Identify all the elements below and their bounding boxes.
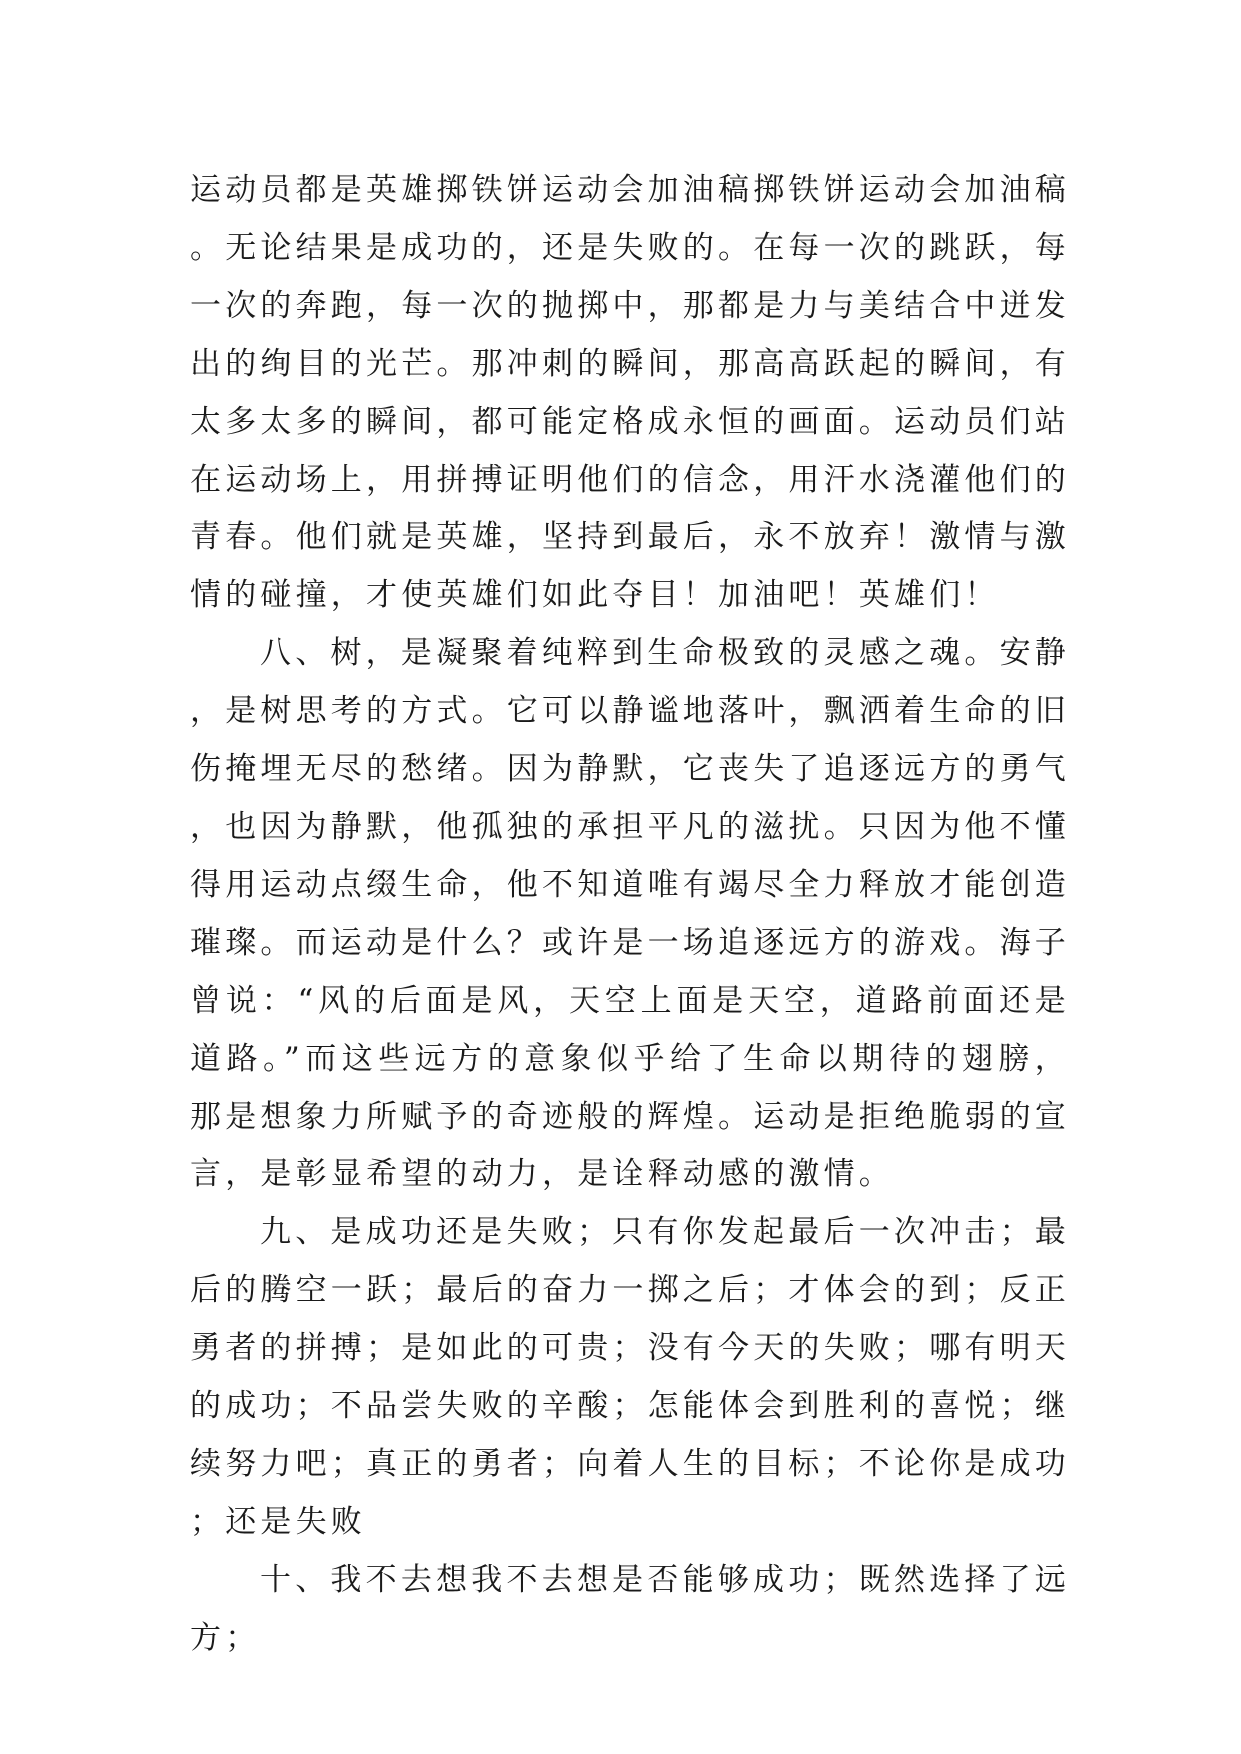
paragraph-continuation: 运动员都是英雄掷铁饼运动会加油稿掷铁饼运动会加油稿。无论结果是成功的，还是失败的。在每一次的跳跃，每一次的奔跑，每一次的抛掷中，那都是力与美结合中迸发出的绚目的光芒。那冲刺的瞬间，那高高跃起的瞬间，有太多太多的瞬间，都可能定格成永恒的画面。运动员们站在运动场上，用拼搏证明他们的信念，用汗水浇灌他们的青春。他们就是英雄，坚持到最后，永不放弃！激情与激情的碰撞，才使英雄们如此夺目！加油吧！英雄们！ [190, 172, 1070, 614]
paragraph-section-10: 十、我不去想我不去想是否能够成功；既然选择了远方； [190, 1561, 1070, 1656]
paragraph-section-9: 九、是成功还是失败；只有你发起最后一次冲击；最后的腾空一跃；最后的奋力一掷之后；才体会的到；反正勇者的拼搏；是如此的可贵；没有今天的失败；哪有明天的成功；不品尝失败的辛酸；怎能体会到胜利的喜悦；继续努力吧；真正的勇者；向着人生的目标；不论你是成功；还是失败 [190, 1214, 1070, 1540]
document-body [190, 162, 1070, 1668]
paragraph-section-8: 八、树，是凝聚着纯粹到生命极致的灵感之魂。安静，是树思考的方式。它可以静谧地落叶，飘洒着生命的旧伤掩埋无尽的愁绪。因为静默，它丧失了追逐远方的勇气，也因为静默，他孤独的承担平凡的滋扰。只因为他不懂得用运动点缀生命，他不知道唯有竭尽全力释放才能创造璀璨。而运动是什么？或许是一场追逐远方的游戏。海子曾说：“风的后面是风，天空上面是天空，道路前面还是道路。”而这些远方的意象似乎给了生命以期待的翅膀，那是想象力所赋予的奇迹般的辉煌。运动是拒绝脆弱的宣言，是彰显希望的动力，是诠释动感的激情。 [190, 635, 1070, 1193]
